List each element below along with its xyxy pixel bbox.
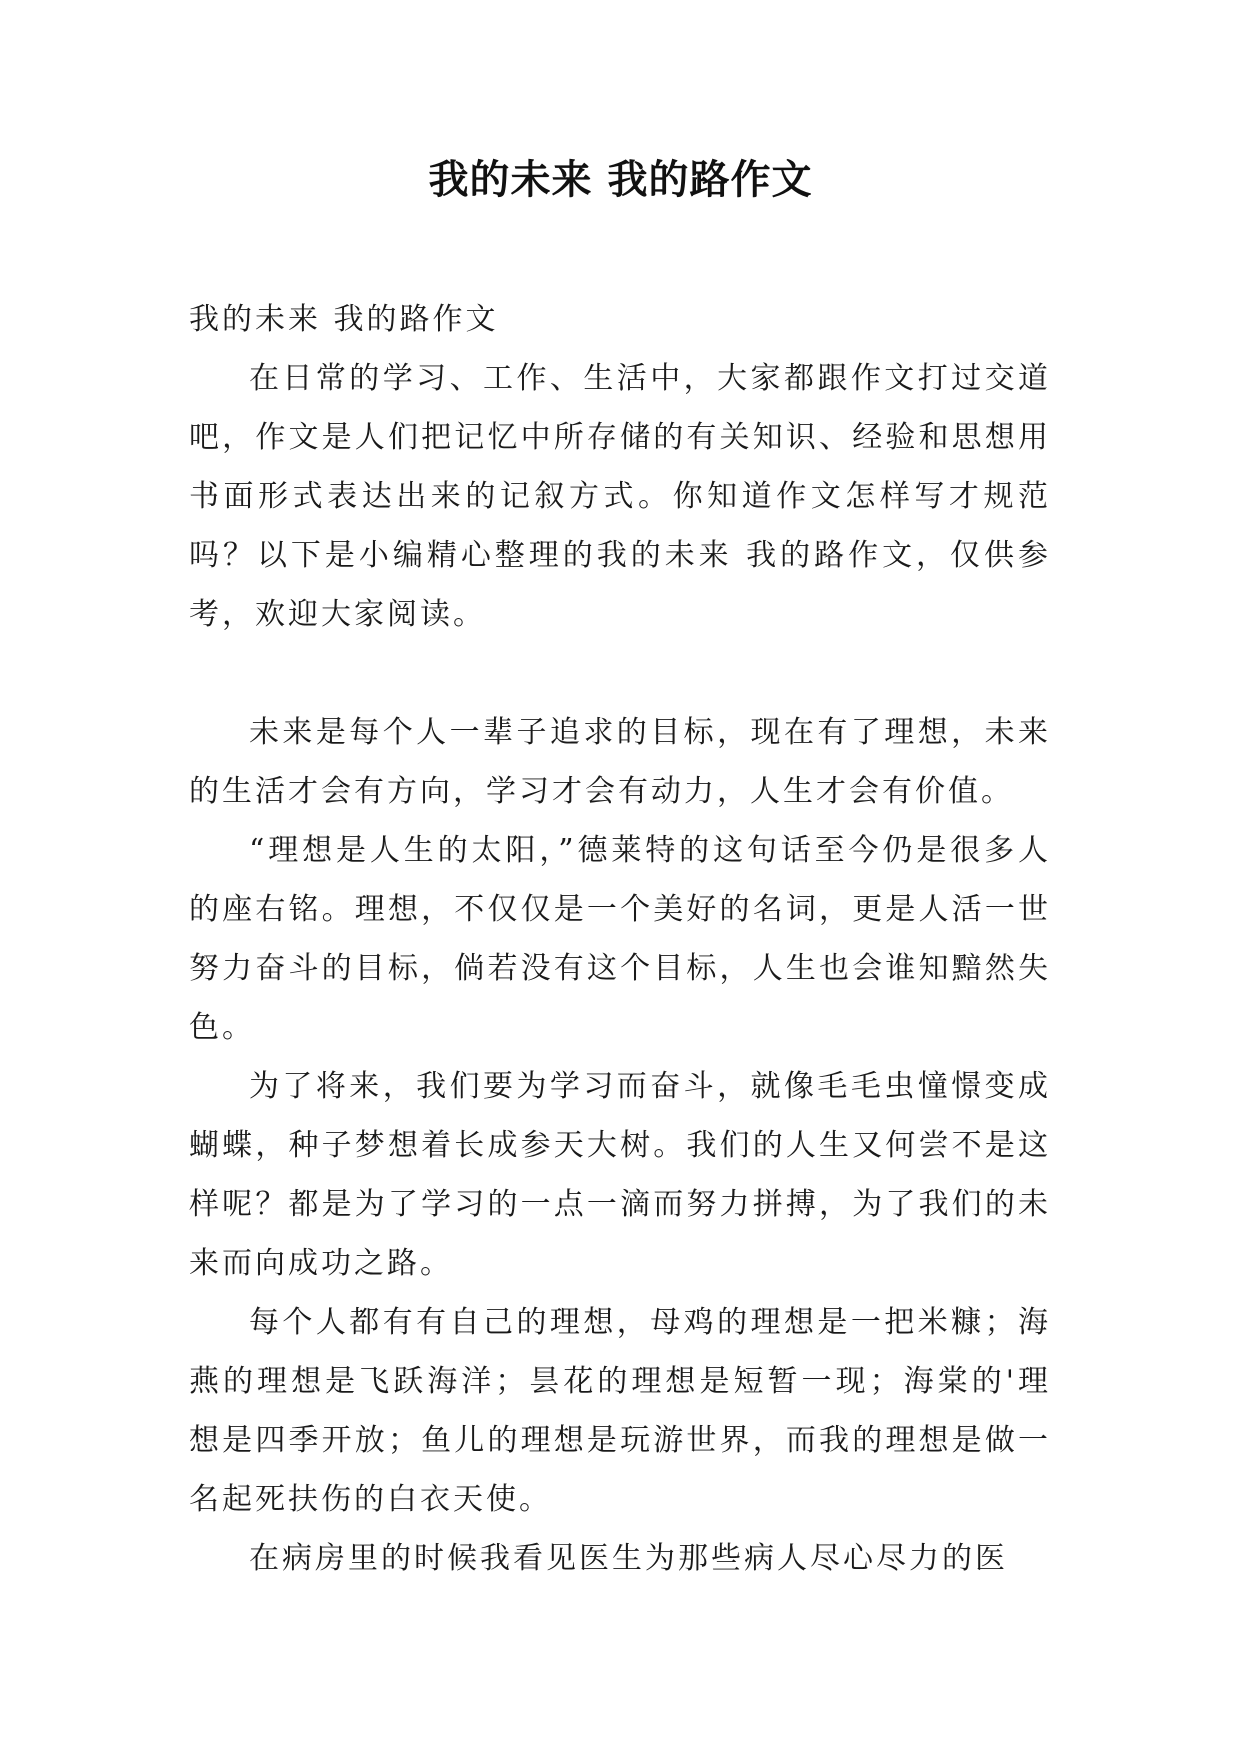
body-paragraph: 在病房里的时候我看见医生为那些病人尽心尽力的医 <box>249 1541 1008 1576</box>
intro-paragraph: 在日常的学习、工作、生活中，大家都跟作文打过交道吧，作文是人们把记忆中所存储的有关知识、经验和思想用书面形式表达出来的记叙方式。你知道作文怎样写才规范吗？以下是小编精心整理的我的未来 我的路作文，仅供参考，欢迎大家阅读。 <box>189 361 1051 632</box>
body-paragraph: 为了将来，我们要为学习而奋斗，就像毛毛虫憧憬变成蝴蝶，种子梦想着长成参天大树。我们的人生又何尝不是这样呢？都是为了学习的一点一滴而努力拼搏，为了我们的未来而向成功之路。 <box>189 1069 1051 1281</box>
body-paragraph: 每个人都有有自己的理想，母鸡的理想是一把米糠；海燕的理想是飞跃海洋；昙花的理想是短暂一现；海棠的'理想是四季开放；鱼儿的理想是玩游世界，而我的理想是做一名起死扶伤的白衣天使。 <box>189 1305 1051 1517</box>
document-body <box>189 290 1051 1588</box>
body-paragraph: 未来是每个人一辈子追求的目标，现在有了理想，未来的生活才会有方向，学习才会有动力，人生才会有价值。 <box>189 715 1051 809</box>
body-paragraph: “理想是人生的太阳，”德莱特的这句话至今仍是很多人的座右铭。理想，不仅仅是一个美好的名词，更是人活一世努力奋斗的目标，倘若没有这个目标，人生也会谁知黯然失色。 <box>189 833 1051 1045</box>
document-subtitle: 我的未来 我的路作文 <box>189 302 499 337</box>
document-title: 我的未来 我的路作文 <box>428 157 813 203</box>
paragraph-spacer <box>189 644 1051 703</box>
